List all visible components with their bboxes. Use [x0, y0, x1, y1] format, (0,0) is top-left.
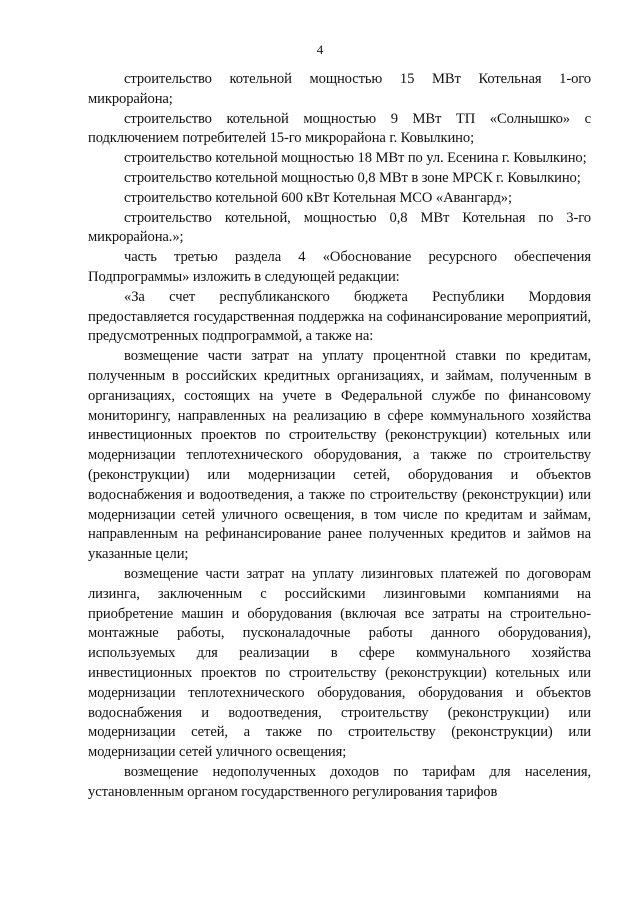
list-item-boiler-yesenina: строительство котельной мощностью 18 МВт по ул. Есенина г. Ковылкино;: [124, 150, 587, 167]
tariff-compensation-paragraph: возмещение недополученных доходов по тарифам для населения, установленным органом государственного регулирования тарифов: [88, 763, 591, 800]
list-item-boiler-3rd-district: строительство котельной, мощностью 0,8 МВт Котельная по 3-го микрорайона.»;: [88, 209, 591, 246]
document-body: [88, 70, 591, 802]
list-item-boiler-solnyshko: строительство котельной мощностью 9 МВт ТП «Солнышко» с подключением потребителей 15-го микрорайона г. Ковылкино;: [88, 110, 591, 147]
credit-interest-compensation-paragraph: возмещение части затрат на уплату процентной ставки по кредитам, полученным в российских кредитных организациях, и займам, полученным в организациях, состоящих на учете в Федеральной службе по финансовому мониторингу, направленных на реализацию в сфере коммунального хозяйства инвестиционных проектов по строительству (реконструкции) котельных или модернизации теплотехнического оборудования, а также по строительству (реконструкции) или модернизации сетей, оборудования и объектов водоснабжения и водоотведения, а также по строительству (реконструкции) или модернизации сетей уличного освещения, в том числе по кредитам и займам, направленным на рефинансирование ранее полученных кредитов и займов на указанные цели;: [88, 348, 591, 563]
leasing-compensation-paragraph: возмещение части затрат на уплату лизинговых платежей по договорам лизинга, заключенным с российскими лизинговыми компаниями на приобретение машин и оборудования (включая все затраты на строительно-монтажные работы, пусконаладочные работы данного оборудования), используемых для реализации в сфере коммунального хозяйства инвестиционных проектов по строительству (реконструкции) котельных или модернизации теплотехнического оборудования, оборудования и объектов водоснабжения и водоотведения, строительству (реконструкции) или модернизации сетей, а также по строительству (реконструкции) или модернизации сетей уличного освещения;: [88, 565, 591, 761]
list-item-boiler-1st-district: строительство котельной мощностью 15 МВт Котельная 1-ого микрорайона;: [88, 71, 591, 107]
amendment-instruction: часть третью раздела 4 «Обоснование ресурсного обеспечения Подпрограммы» изложить в следующей редакции:: [88, 249, 591, 285]
funding-intro-paragraph: «За счет республиканского бюджета Республики Мордовия предоставляется государственная поддержка на софинансирование мероприятий, предусмотренных подпрограммой, а также на:: [88, 288, 591, 345]
list-item-boiler-avangard: строительство котельной 600 кВт Котельная МСО «Авангард»;: [124, 189, 512, 206]
list-item-boiler-mrsk: строительство котельной мощностью 0,8 МВт в зоне МРСК г. Ковылкино;: [124, 169, 581, 186]
page-number: 4: [316, 42, 324, 57]
